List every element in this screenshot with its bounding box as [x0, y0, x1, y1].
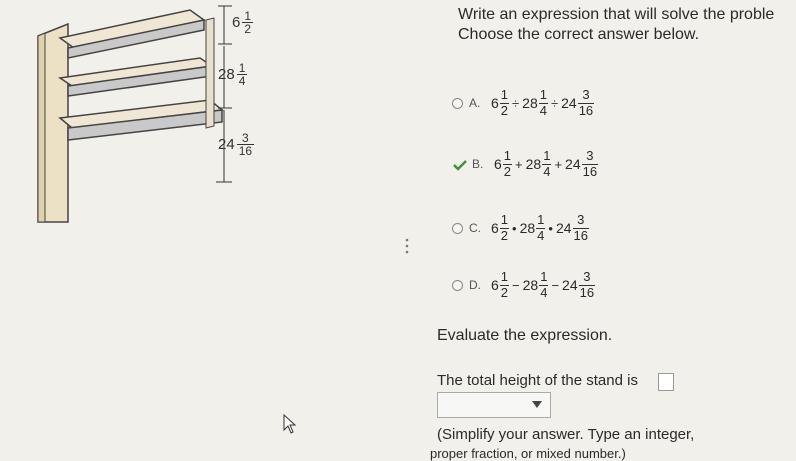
evaluate-heading: Evaluate the expression.: [437, 327, 613, 344]
dim-mid-whole: 28: [218, 66, 235, 83]
shelf-drawing: [0, 0, 300, 240]
dim-bottom-num: 3: [242, 131, 249, 145]
mixed-denominator: 2: [500, 227, 509, 243]
mixed-whole: 24: [565, 156, 581, 172]
mixed-numerator: 1: [503, 148, 512, 164]
mixed-denominator: 4: [537, 227, 545, 243]
mixed-numerator: 3: [583, 269, 591, 285]
answer-option-b[interactable]: [452, 144, 598, 184]
stand-illustration: [0, 0, 300, 240]
option-expression: [491, 270, 595, 300]
operator: ÷: [550, 95, 559, 111]
mixed-number: [491, 88, 509, 118]
question-prompt: Choose the correct answer below.: [458, 26, 700, 43]
mixed-number: [565, 149, 598, 179]
radio-button[interactable]: [452, 98, 463, 109]
mixed-denominator: 4: [543, 163, 551, 179]
mixed-whole: 28: [522, 95, 538, 111]
answer-format-dropdown[interactable]: [437, 392, 551, 418]
operator: −: [551, 277, 560, 293]
total-height-label: The total height of the stand is: [437, 372, 638, 389]
option-expression: [494, 149, 598, 179]
mixed-denominator: 16: [582, 163, 598, 179]
mixed-whole: 24: [555, 220, 572, 236]
mixed-whole: 28: [525, 156, 542, 172]
panel-resize-handle[interactable]: [404, 236, 410, 256]
dimension-middle: [218, 62, 247, 87]
option-expression: [491, 88, 594, 118]
mixed-number: [491, 213, 509, 243]
mixed-whole: 6: [494, 156, 502, 172]
mixed-denominator: 16: [573, 227, 589, 243]
mixed-denominator: 16: [579, 284, 595, 300]
mixed-numerator: 3: [586, 148, 594, 164]
mixed-denominator: 16: [578, 102, 594, 118]
mixed-number: [522, 88, 548, 118]
operator: ÷: [512, 95, 520, 111]
mixed-number: [561, 88, 594, 118]
answer-input-box[interactable]: [658, 373, 674, 391]
mixed-denominator: 4: [539, 102, 547, 118]
option-letter: C.: [469, 221, 481, 235]
operator: •: [548, 220, 553, 236]
option-expression: [491, 213, 589, 243]
mixed-whole: 24: [561, 95, 577, 111]
mixed-numerator: 1: [539, 87, 547, 103]
question-instruction: Write an expression that will solve the proble: [458, 6, 775, 23]
operator: •: [512, 220, 517, 236]
dim-mid-den: 4: [238, 74, 246, 88]
mixed-numerator: 1: [537, 212, 545, 228]
mixed-number: [556, 213, 589, 243]
dim-mid-num: 1: [238, 61, 246, 75]
operator: +: [515, 156, 523, 172]
dimension-top: [232, 10, 253, 35]
mixed-numerator: 1: [500, 87, 509, 103]
option-letter: A.: [469, 96, 481, 110]
mixed-numerator: 1: [543, 148, 551, 164]
dimension-bottom: [218, 132, 254, 157]
mixed-whole: 28: [519, 220, 536, 236]
mixed-numerator: 1: [500, 212, 509, 228]
chevron-down-icon: [532, 401, 542, 408]
mixed-number: [562, 270, 595, 300]
mixed-denominator: 2: [500, 102, 509, 118]
hint-line-2: proper fraction, or mixed number.): [430, 446, 626, 461]
mixed-number: [520, 213, 546, 243]
mixed-numerator: 1: [500, 269, 509, 285]
option-letter: B.: [472, 157, 484, 171]
dim-bottom-den: 16: [238, 144, 253, 158]
mixed-number: [526, 149, 552, 179]
dim-top-whole: 6: [232, 14, 241, 31]
mixed-denominator: 4: [540, 284, 548, 300]
checkmark-icon: [452, 158, 468, 170]
dim-top-num: 1: [244, 9, 252, 23]
answer-option-d[interactable]: [452, 265, 595, 305]
answer-option-c[interactable]: [452, 208, 589, 248]
mixed-numerator: 3: [582, 87, 590, 103]
dim-top-den: 2: [244, 22, 252, 36]
radio-button[interactable]: [452, 280, 463, 291]
option-letter: D.: [469, 278, 481, 292]
hint-line-1: (Simplify your answer. Type an integer,: [437, 426, 695, 443]
operator: −: [512, 277, 520, 293]
operator: +: [554, 156, 563, 172]
mixed-number: [491, 270, 509, 300]
mixed-whole: 6: [491, 277, 499, 293]
mixed-whole: 6: [491, 95, 499, 111]
mixed-number: [523, 270, 549, 300]
mouse-cursor-icon: [283, 414, 297, 439]
mixed-number: [494, 149, 512, 179]
mixed-numerator: 3: [577, 212, 585, 228]
radio-button[interactable]: [452, 223, 463, 234]
mixed-whole: 28: [522, 277, 539, 293]
mixed-denominator: 2: [503, 163, 512, 179]
mixed-whole: 6: [491, 220, 499, 236]
answer-option-a[interactable]: [452, 83, 594, 123]
mixed-denominator: 2: [500, 284, 509, 300]
mixed-numerator: 1: [540, 269, 548, 285]
dim-bottom-whole: 24: [218, 136, 235, 153]
mixed-whole: 24: [562, 277, 578, 293]
